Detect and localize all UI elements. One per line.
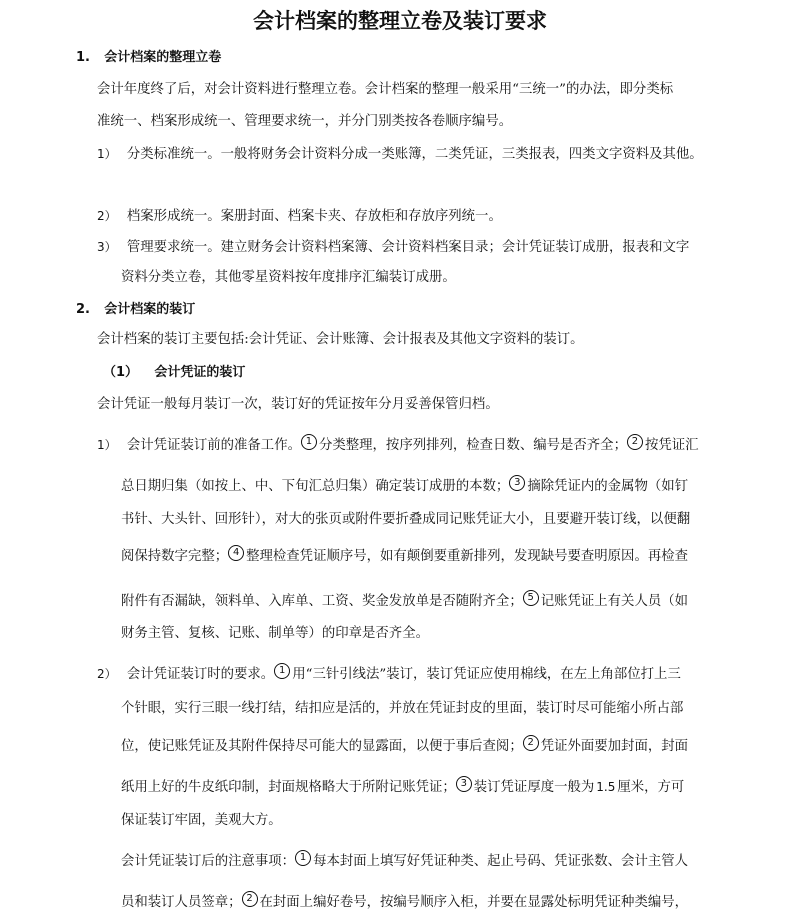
text-segment: 摘除凭证内的金属物（如钉: [527, 479, 689, 494]
item-text: 分类标准统一。一般将财务会计资料分成一类账簿，二类凭证，三类报表，四类文字资料及其他。: [126, 147, 703, 162]
section-1-title: 会计档案的整理立卷: [104, 50, 222, 65]
circled-number: 1: [295, 850, 311, 866]
section-1-intro-line-1: 会计年度终了后，对会计资料进行整理立卷。会计档案的整理一般采用“三统一”的办法，即分类标: [97, 82, 674, 97]
section-1-item-1: [97, 144, 703, 165]
text-segment: 整理检查凭证顺序号，如有颠倒要重新排列，发现缺号要查明原因。再检查: [246, 549, 689, 564]
section-1-intro-line-2: 准统一、档案形成统一、管理要求统一，并分门别类按各卷顺序编号。: [97, 114, 513, 129]
circled-number: 3: [456, 776, 472, 792]
item-text: 管理要求统一。建立财务会计资料档案簿、会计资料档案目录；会计凭证装订成册，报表和文字: [126, 240, 690, 255]
section-1-heading: [76, 48, 221, 68]
prep-line-1: [97, 435, 699, 456]
text-segment: 在封面上编好卷号，按编号顺序入柜，并要在显露处标明凭证种类编号，: [259, 895, 689, 910]
item-number: 3）: [97, 240, 117, 254]
section-2-number: 2.: [76, 302, 90, 317]
circled-number: 2: [627, 434, 643, 450]
prep-line-5: [121, 592, 688, 612]
section-2-intro: 会计档案的装订主要包括:会计凭证、会计账簿、会计报表及其他文字资料的装订。: [97, 332, 584, 347]
text-segment: 分类整理，按序列排列，检查日数、编号是否齐全；: [318, 438, 627, 453]
item-number: 2）: [97, 667, 117, 681]
subsection-number: （1）: [103, 365, 139, 380]
circled-number: 2: [242, 891, 258, 907]
text-segment: 按凭证汇: [644, 438, 699, 453]
item-text: 档案形成统一。案册封面、档案卡夹、存放柜和存放序列统一。: [126, 209, 502, 224]
section-1-item-3-line-2: 资料分类立卷，其他零星资料按年度排序汇编装订成册。: [121, 270, 456, 285]
text-segment: 附件有否漏缺，领料单、入库单、工资、奖金发放单是否随附齐全；: [121, 594, 523, 609]
prep-line-3: 书针、大头针、回形针），对大的张页或附件要折叠成同记账凭证大小，且要避开装订线，以便翻: [121, 512, 691, 527]
section-1-item-3: [97, 237, 689, 258]
circled-number: 1: [301, 434, 317, 450]
bind-line-2: 个针眼，实行三眼一线打结，结扣应是活的，并放在凭证封皮的里面，装订时尽可能缩小所占部: [121, 701, 684, 716]
circled-number: 2: [523, 735, 539, 751]
prep-line-4: [121, 547, 688, 567]
bind-line-4: [121, 777, 684, 798]
text-segment: 会计凭证装订前的准备工作。: [126, 438, 301, 453]
section-2-heading: [76, 300, 195, 320]
text-segment: 员和装订人员签章；: [121, 895, 242, 910]
item-number: 1）: [97, 438, 117, 452]
subsection-heading: [103, 363, 245, 383]
text-segment: 凭证外面要加封面，封面: [540, 739, 689, 754]
bind-line-1: [97, 664, 681, 685]
text-segment: 会计凭证装订时的要求。: [126, 667, 275, 682]
item-number: 2）: [97, 209, 117, 223]
text-segment: 每本封面上填写好凭证种类、起止号码、凭证张数、会计主管人: [313, 854, 689, 869]
text-segment: 总日期归集（如按上、中、下旬汇总归集）确定装订成册的本数；: [121, 479, 510, 494]
item-number: 1）: [97, 147, 117, 161]
section-1-number: 1.: [76, 50, 90, 65]
circled-number: 4: [228, 545, 244, 561]
thickness-value: 1.5: [596, 780, 616, 794]
prep-line-2: [121, 477, 688, 497]
text-segment: 阅保持数字完整；: [121, 549, 229, 564]
bind-line-5: 保证装订牢固，美观大方。: [121, 813, 282, 828]
circled-number: 3: [509, 475, 525, 491]
section-2-title: 会计档案的装订: [104, 302, 196, 317]
section-1-item-2: [97, 206, 502, 227]
circled-number: 5: [523, 590, 539, 606]
text-segment: 用“三针引线法”装订，装订凭证应使用棉线，在左上角部位打上三: [292, 667, 681, 682]
after-line-1: [121, 852, 688, 872]
text-segment: 记账凭证上有关人员（如: [540, 594, 689, 609]
prep-line-6: 财务主管、复核、记账、制单等）的印章是否齐全。: [121, 626, 429, 641]
circled-number: 1: [274, 663, 290, 679]
subsection-intro: 会计凭证一般每月装订一次，装订好的凭证按年分月妥善保管归档。: [97, 397, 499, 412]
text-segment: 会计凭证装订后的注意事项：: [121, 854, 296, 869]
text-segment: 纸用上好的牛皮纸印制，封面规格略大于所附记账凭证；: [121, 780, 456, 795]
page-title: 会计档案的整理立卷及装订要求: [253, 8, 547, 33]
text-segment: 位，使记账凭证及其附件保持尽可能大的显露面，以便于事后查阅；: [121, 739, 523, 754]
text-segment: 厘米，方可: [617, 780, 685, 795]
text-segment: 装订凭证厚度一般为: [473, 780, 595, 795]
bind-line-3: [121, 737, 688, 757]
after-line-2: [121, 893, 688, 913]
subsection-title: 会计凭证的装订: [154, 365, 246, 380]
